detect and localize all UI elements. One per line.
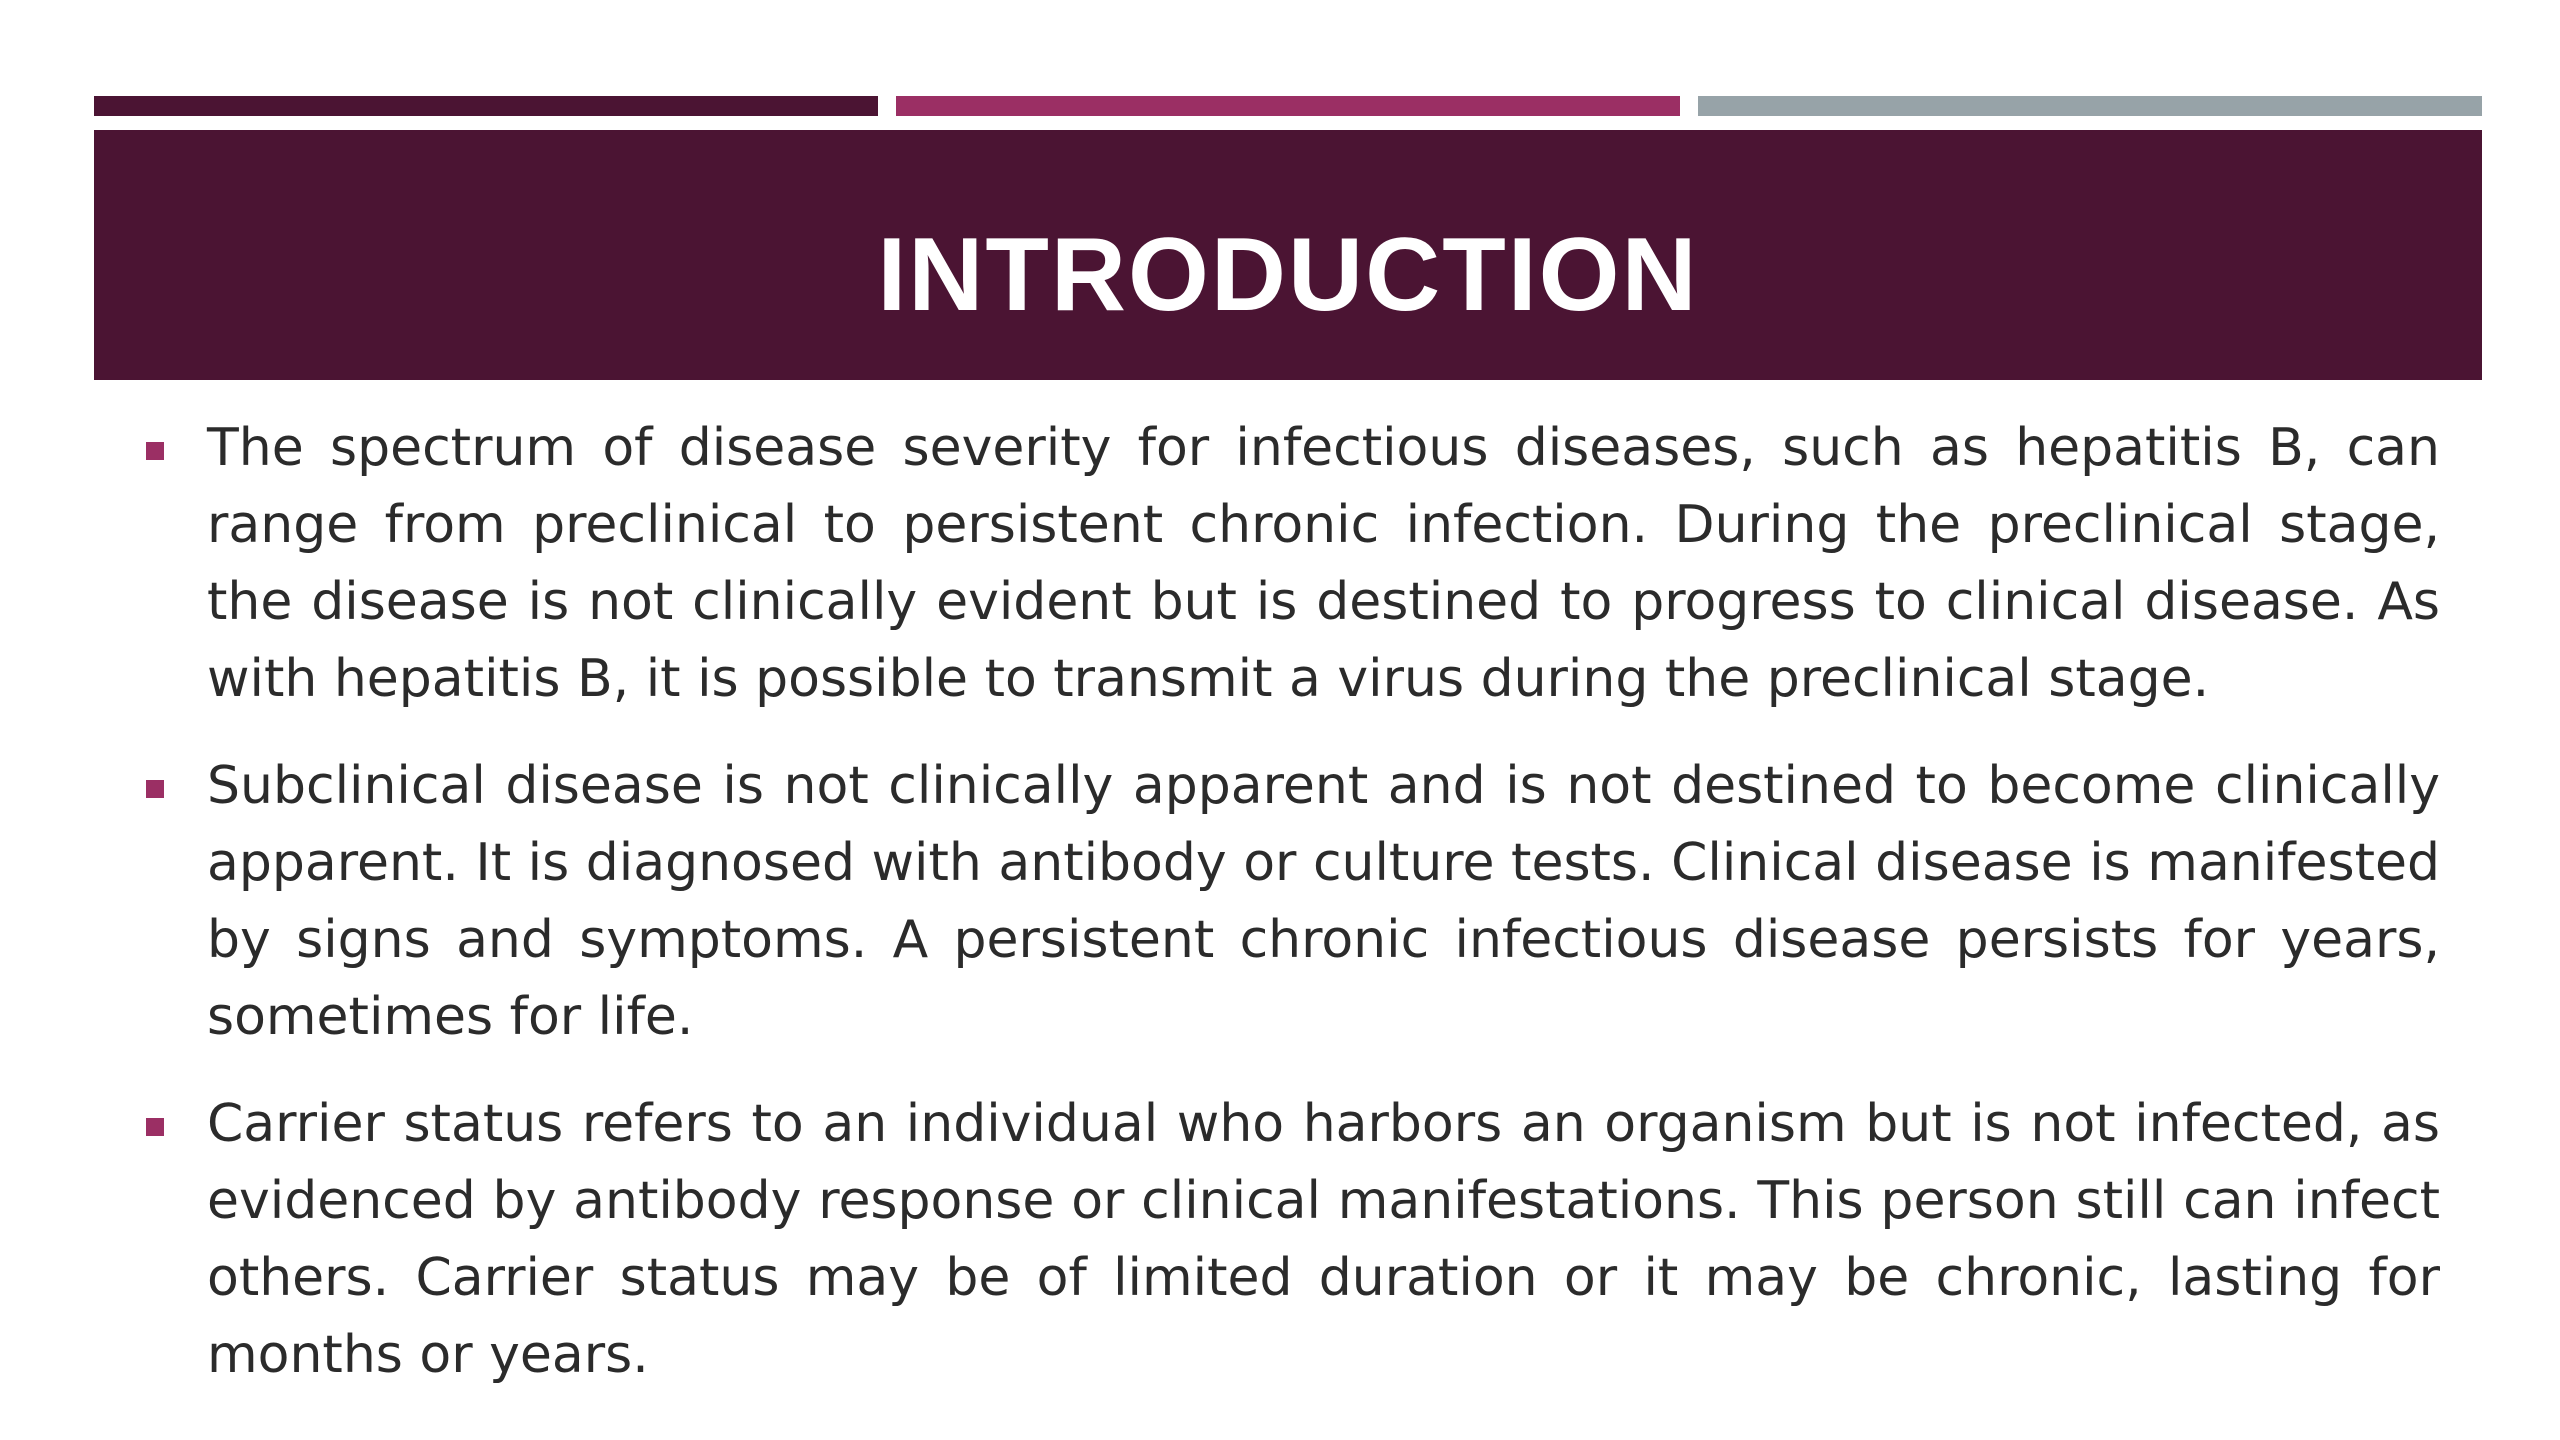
slide-title: INTRODUCTION — [877, 216, 1699, 333]
list-item — [140, 1086, 2440, 1394]
square-bullet-icon — [146, 1118, 164, 1136]
accent-bar-gray — [1698, 96, 2482, 116]
accent-bar-dark — [94, 96, 878, 116]
bullet-list — [140, 410, 2440, 1424]
bullet-text: Carrier status refers to an individual who harbors an organism but is not infected, as evidenced by antibody response or clinical manifestations. This person still can infect others. Carrier status may be of limited duration or it may be chronic, lasting for months or years. — [207, 1094, 2440, 1385]
list-item — [140, 748, 2440, 1056]
bullet-text: Subclinical disease is not clinically apparent and is not destined to become clinically apparent. It is diagnosed with antibody or culture tests. Clinical disease is manifested by signs and symptoms. A persistent chronic infectious disease persists for years, sometimes for life. — [207, 756, 2440, 1047]
square-bullet-icon — [146, 780, 164, 798]
list-item — [140, 410, 2440, 718]
title-band — [94, 130, 2482, 380]
bullet-text: The spectrum of disease severity for infectious diseases, such as hepatitis B, can range from preclinical to persistent chronic infection. During the preclinical stage, the disease is not clinically evident but is destined to progress to clinical disease. As with hepatitis B, it is possible to transmit a virus during the preclinical stage. — [207, 418, 2440, 709]
square-bullet-icon — [146, 442, 164, 460]
accent-bar-magenta — [896, 96, 1680, 116]
